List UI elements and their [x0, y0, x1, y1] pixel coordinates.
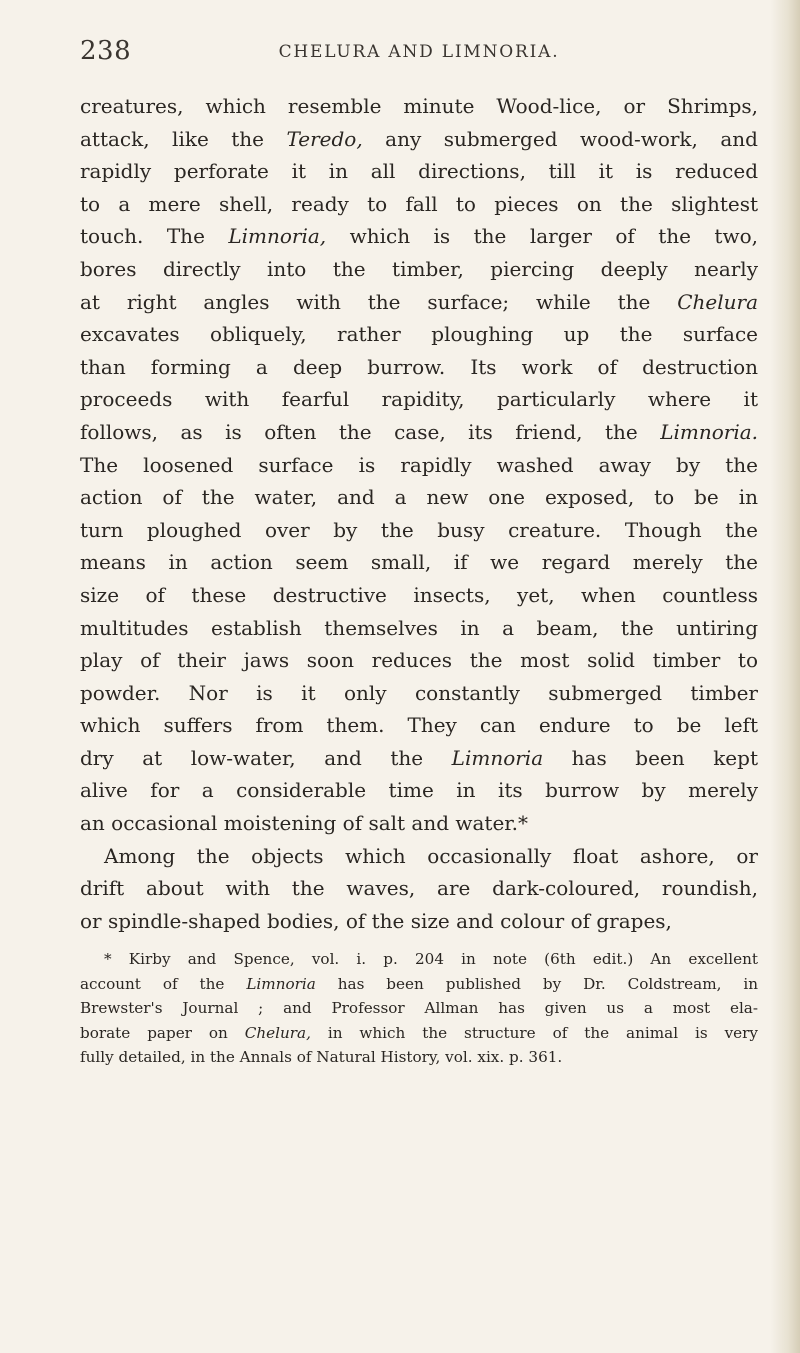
text-run: borate paper on: [80, 1023, 245, 1042]
text-run: The loosened surface is rapidly washed away by the: [80, 452, 758, 477]
text-run: rapidly perforate it in all directions, till it is reduced: [80, 159, 758, 184]
text-run: play of their jaws soon reduces the most solid timber to: [80, 648, 758, 673]
text-run: an occasional moistening of salt and water.*: [80, 811, 529, 836]
text-run: in which the structure of the animal is very: [310, 1023, 758, 1042]
footnote-line: [80, 996, 758, 1020]
text-line: [80, 905, 758, 938]
text-run: fully detailed, in the Annals of Natural History, vol. xix. p. 361.: [80, 1048, 563, 1067]
text-line: [80, 253, 758, 286]
text-line: [80, 514, 758, 547]
text-run: at right angles with the surface; while the: [80, 289, 678, 314]
text-run: which is the larger of the two,: [326, 224, 758, 249]
text-run: Among the objects which occasionally float ashore, or: [104, 843, 758, 868]
italic-term: Chelura: [677, 289, 758, 314]
text-line: [80, 90, 758, 123]
text-line: [80, 220, 758, 253]
text-run: alive for a considerable time in its burrow by merely: [80, 778, 758, 803]
running-head: CHELURA AND LIMNORIA.: [278, 42, 560, 62]
footnote-line: [80, 947, 758, 971]
paragraph-1: [80, 90, 758, 840]
text-run: multitudes establish themselves in a beam, the untiring: [80, 615, 758, 640]
text-run: action of the water, and a new one exposed, to be in: [80, 485, 758, 510]
text-run: account of the: [80, 974, 247, 993]
text-line: [80, 742, 758, 775]
italic-term: Limnoria.: [660, 419, 758, 444]
text-line: [80, 351, 758, 384]
text-run: any submerged wood-work, and: [362, 126, 758, 151]
italic-term: Teredo,: [286, 126, 363, 151]
text-run: attack, like the: [80, 126, 287, 151]
text-run: or spindle-shaped bodies, of the size and colour of grapes,: [80, 908, 672, 933]
text-run: follows, as is often the case, its friend, the: [80, 419, 661, 444]
text-line: [80, 774, 758, 807]
footnote-line: [80, 972, 758, 996]
text-run: turn ploughed over by the busy creature. Though the: [80, 517, 758, 542]
text-line: [80, 383, 758, 416]
italic-term: Limnoria,: [228, 224, 327, 249]
text-line: [80, 644, 758, 677]
text-line: [80, 449, 758, 482]
italic-term: Limnoria: [246, 974, 316, 993]
text-run: dry at low-water, and the: [80, 745, 452, 770]
text-run: to a mere shell, ready to fall to pieces on the slightest: [80, 191, 758, 216]
text-line: [80, 709, 758, 742]
text-run: drift about with the waves, are dark-coloured, roundish,: [80, 876, 758, 901]
text-line: [80, 123, 758, 156]
footnote: [80, 947, 758, 1069]
text-run: bores directly into the timber, piercing deeply nearly: [80, 256, 758, 281]
text-run: powder. Nor is it only constantly submerged timber: [80, 680, 758, 705]
book-page: [80, 36, 758, 1069]
text-line: [80, 840, 758, 873]
text-line: [80, 546, 758, 579]
text-line: [80, 677, 758, 710]
body-text: [80, 90, 758, 937]
italic-term: Chelura,: [244, 1023, 311, 1042]
text-line: [80, 188, 758, 221]
text-line: [80, 807, 758, 840]
text-run: has been kept: [543, 745, 758, 770]
text-run: touch. The: [80, 224, 229, 249]
text-run: has been published by Dr. Coldstream, in: [315, 974, 759, 993]
text-run: creatures, which resemble minute Wood-lice, or Shrimps,: [80, 94, 758, 118]
text-line: [80, 612, 758, 645]
footnote-line: [80, 1045, 758, 1069]
text-line: [80, 481, 758, 514]
text-line: [80, 579, 758, 612]
text-line: [80, 318, 758, 351]
text-line: [80, 155, 758, 188]
page-edge-shadow: [770, 0, 800, 1353]
text-run: which suffers from them. They can endure to be left: [80, 713, 758, 738]
text-line: [80, 872, 758, 905]
paragraph-2: [80, 840, 758, 938]
text-run: size of these destructive insects, yet, when countless: [80, 582, 758, 607]
page-header: [80, 36, 758, 72]
text-line: [80, 416, 758, 449]
text-run: proceeds with fearful rapidity, particularly where it: [80, 387, 758, 412]
text-run: Brewster's Journal ; and Professor Allman has given us a most ela-: [80, 999, 758, 1018]
text-run: means in action seem small, if we regard merely the: [80, 550, 758, 575]
italic-term: Limnoria: [451, 745, 544, 770]
page-number: 238: [80, 36, 132, 66]
text-run: excavates obliquely, rather ploughing up the surface: [80, 322, 758, 347]
text-line: [80, 286, 758, 319]
text-run: * Kirby and Spence, vol. i. p. 204 in note (6th edit.) An excellent: [104, 950, 758, 969]
text-run: than forming a deep burrow. Its work of destruction: [80, 354, 758, 379]
footnote-line: [80, 1021, 758, 1045]
